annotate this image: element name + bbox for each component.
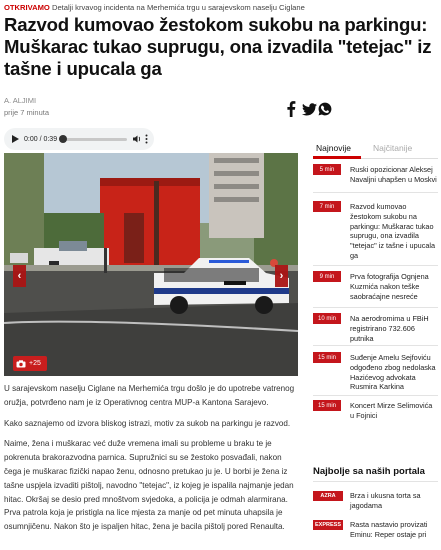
audio-progress-track[interactable] [61,138,127,141]
partner-logo: EXPRESS [313,520,343,530]
news-divider [313,192,438,193]
gallery-prev-button[interactable]: ‹ [13,265,26,287]
news-time-badge: 5 min [313,164,341,175]
volume-icon[interactable] [132,134,142,144]
news-title[interactable]: Prva fotografija Ognjena Kuzmića nakon teške saobraćajne nesreće [350,272,429,301]
article-paragraph: Kako saznajemo od izvora bliskog istrazi, motiv za sukob na parkingu je razvod. [4,418,291,428]
article-body [4,382,300,541]
news-title[interactable]: Koncert Mirze Selimovića u Fojnici [350,401,433,420]
partner-section-title: Najbolje sa naših portala [313,466,425,477]
kicker-label: OTKRIVAMO [4,3,50,12]
news-title[interactable]: Na aerodromima u FBiH registrirano 732.606 putnika [350,314,429,343]
street-scene-image [4,153,298,376]
gallery-photo[interactable] [4,153,298,376]
gallery-next-button[interactable]: › [275,265,288,287]
article-author[interactable]: A. ALJIMI [4,96,37,105]
camera-icon [16,360,26,368]
news-time-badge: 9 min [313,271,341,282]
news-divider [313,307,438,308]
gallery-count-badge[interactable] [13,356,47,371]
facebook-icon[interactable] [286,100,296,118]
play-icon[interactable] [10,134,20,144]
news-time-badge: 15 min [313,400,341,411]
partner-title[interactable]: Brza i ukusna torta sa jagodama [350,491,421,510]
news-time-badge: 10 min [313,313,341,324]
article-paragraph: Naime, žena i muškarac već duže vremena imali su probleme u braku te je pokrenuta brakorazvodna parnica. Supružnici su se žestoko posvađali, nakon čega je muškarac fizički napao ženu, odnosno pretukao ju je. U borbi je žena iz tašne uspjela izvaditi pištolj, navodno "tetejac", iz kojeg je ispalila najmanje jedan hitac. Okršaj se desio pred mnoštvom svjedoka, a policija je odmah alarmirana. Prva patrola koja je pristigla na lice mjesta za manje od pet minuta uhapsila je osumnjičenu. Nakon što je ispaljen hitac, žena je bacila pištolj pored Renaulta. [4,439,294,532]
news-time-badge: 7 min [313,201,341,212]
news-title[interactable]: Ruski opozicionar Aleksej Navaljni uhapšen u Moskvi [350,165,437,184]
news-divider [313,265,438,266]
more-options-icon[interactable] [145,134,148,144]
news-title[interactable]: Suđenje Amelu Sejfoviću odgođeno zbog nedolaska Hazićevog advokata Rusmira Karkina [350,353,436,392]
news-time-badge: 15 min [313,352,341,363]
article-paragraph: U sarajevskom naselju Ciglane na Merhemića trgu došlo je do upotrebe vatrenog oružja, potvrđeno nam je iz Operativnog centra MUP-a Kantona Sarajevo. [4,384,295,407]
whatsapp-icon[interactable] [318,100,332,118]
partner-logo: AZRA [313,491,343,501]
news-divider [313,395,438,396]
twitter-icon[interactable] [302,100,317,118]
audio-player[interactable] [4,128,154,150]
gallery-count: +25 [29,360,41,367]
article-published-time: prije 7 minuta [4,108,50,117]
news-divider [313,345,438,346]
active-tab-indicator [313,156,361,159]
article-headline: Razvod kumovao žestokom sukobu na parkingu: Muškarac tukao suprugu, ona izvadila "tetejac" iz tašne i upucala ga [4,14,432,79]
partner-title[interactable]: Rasta nastavio provizati Eminu: Reper ostaje pri [350,520,428,539]
audio-time: 0:00 / 0:39 [24,135,58,143]
sidebar-tabs [313,141,438,159]
partner-section-divider [313,481,438,482]
kicker-subtitle: Detalji krvavog incidenta na Merhemića trgu u sarajevskom naselju Ciglane [51,3,305,12]
news-title[interactable]: Razvod kumovao žestokom sukobu na parkingu: Muškarac tukao suprugu, ona izvadila "tetejac" iz tašne i upucala ga [350,202,436,260]
audio-progress-knob[interactable] [59,135,67,143]
tab-najcitanije[interactable]: Najčitanije [373,143,413,153]
tab-najnovije[interactable]: Najnovije [316,143,351,153]
article-kicker [4,3,438,13]
